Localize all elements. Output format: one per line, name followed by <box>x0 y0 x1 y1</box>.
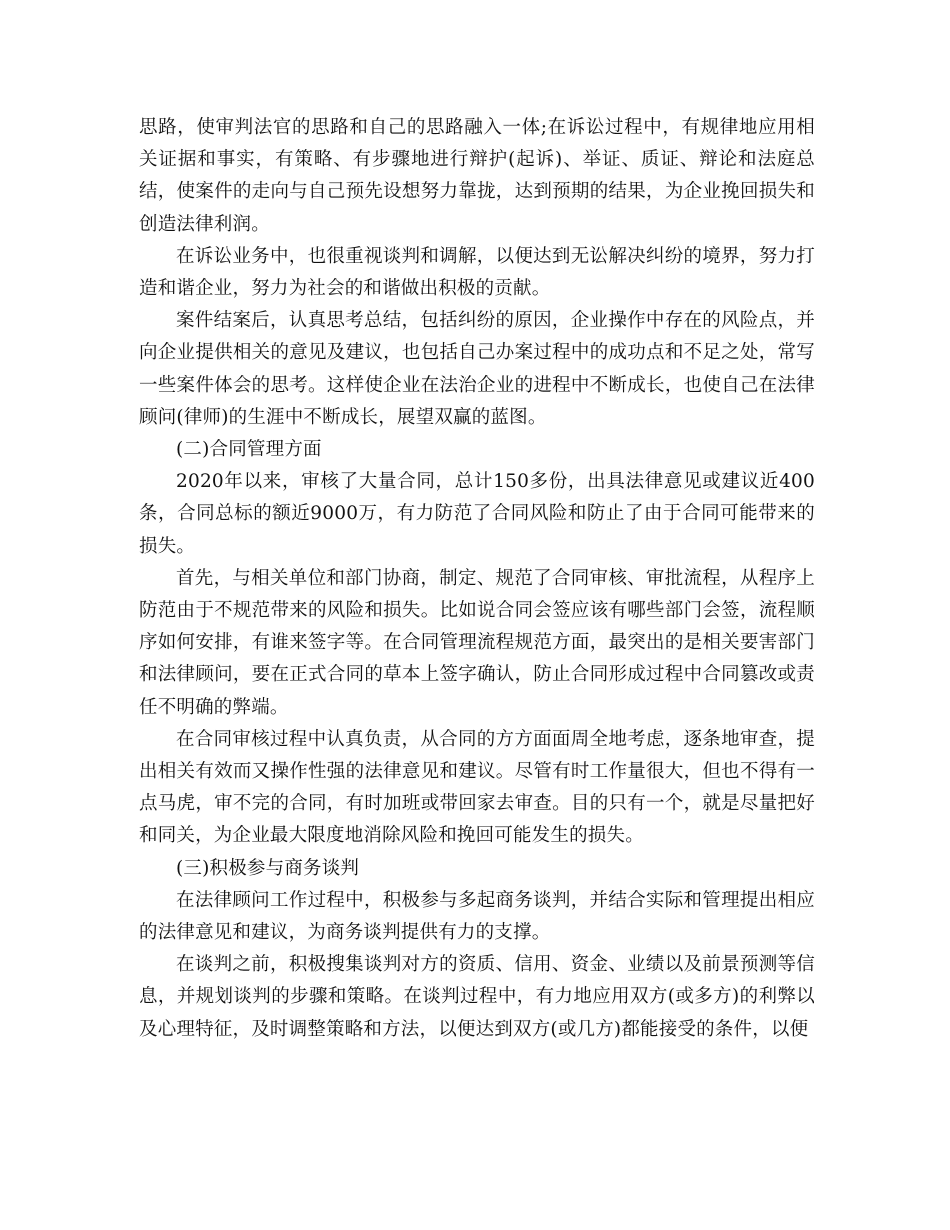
section-heading-contract-management: (二)合同管理方面 <box>176 439 322 461</box>
paragraph-litigation-strategy: 思路，使审判法官的思路和自己的思路融入一体;在诉讼过程中，有规律地应用相关证据和事实，有策略、有步骤地进行辩护(起诉)、举证、质证、辩论和法庭总结，使案件的走向与自己预先设想努力靠拢，达到预期的结果，为企业挽回损失和创造法律利润。 <box>139 117 815 235</box>
paragraph-negotiation-mediation: 在诉讼业务中，也很重视谈判和调解，以便达到无讼解决纠纷的境界，努力打造和谐企业，努力为社会的和谐做出积极的贡献。 <box>139 245 815 300</box>
document-body <box>139 112 815 1046</box>
paragraph-negotiation-participation: 在法律顾问工作过程中，积极参与多起商务谈判，并结合实际和管理提出相应的法律意见和建议，为商务谈判提供有力的支撑。 <box>139 889 815 944</box>
paragraph-contract-process: 首先，与相关单位和部门协商，制定、规范了合同审核、审批流程，从程序上防范由于不规范带来的风险和损失。比如说合同会签应该有哪些部门会签，流程顺序如何安排，有谁来签字等。在合同管理流程规范方面，最突出的是相关要害部门和法律顾问，要在正式合同的草本上签字确认，防止合同形成过程中合同篡改或责任不明确的弊端。 <box>139 567 815 718</box>
paragraph-case-review: 案件结案后，认真思考总结，包括纠纷的原因，企业操作中存在的风险点，并向企业提供相关的意见及建议，也包括自己办案过程中的成功点和不足之处，常写一些案件体会的思考。这样使企业在法治企业的进程中不断成长，也使自己在法律顾问(律师)的生涯中不断成长，展望双赢的蓝图。 <box>139 310 815 428</box>
paragraph-contract-review: 在合同审核过程中认真负责，从合同的方方面面周全地考虑，逐条地审查，提出相关有效而又操作性强的法律意见和建议。尽管有时工作量很大，但也不得有一点马虎，审不完的合同，有时加班或带回家去审查。目的只有一个，就是尽量把好和同关，为企业最大限度地消除风险和挽回可能发生的损失。 <box>139 728 815 847</box>
section-heading-business-negotiation: (三)积极参与商务谈判 <box>176 857 360 879</box>
paragraph-negotiation-preparation: 在谈判之前，积极搜集谈判对方的资质、信用、资金、业绩以及前景预测等信息，并规划谈判的步骤和策略。在谈判过程中，有力地应用双方(或多方)的利弊以及心理特征，及时调整策略和方法，以便达到双方(或几方)都能接受的条件，以便 <box>139 954 815 1040</box>
paragraph-contract-stats: 2020年以来，审核了大量合同，总计150多份，出具法律意见或建议近400条，合同总标的额近9000万，有力防范了合同风险和防止了由于合同可能带来的损失。 <box>139 471 815 557</box>
